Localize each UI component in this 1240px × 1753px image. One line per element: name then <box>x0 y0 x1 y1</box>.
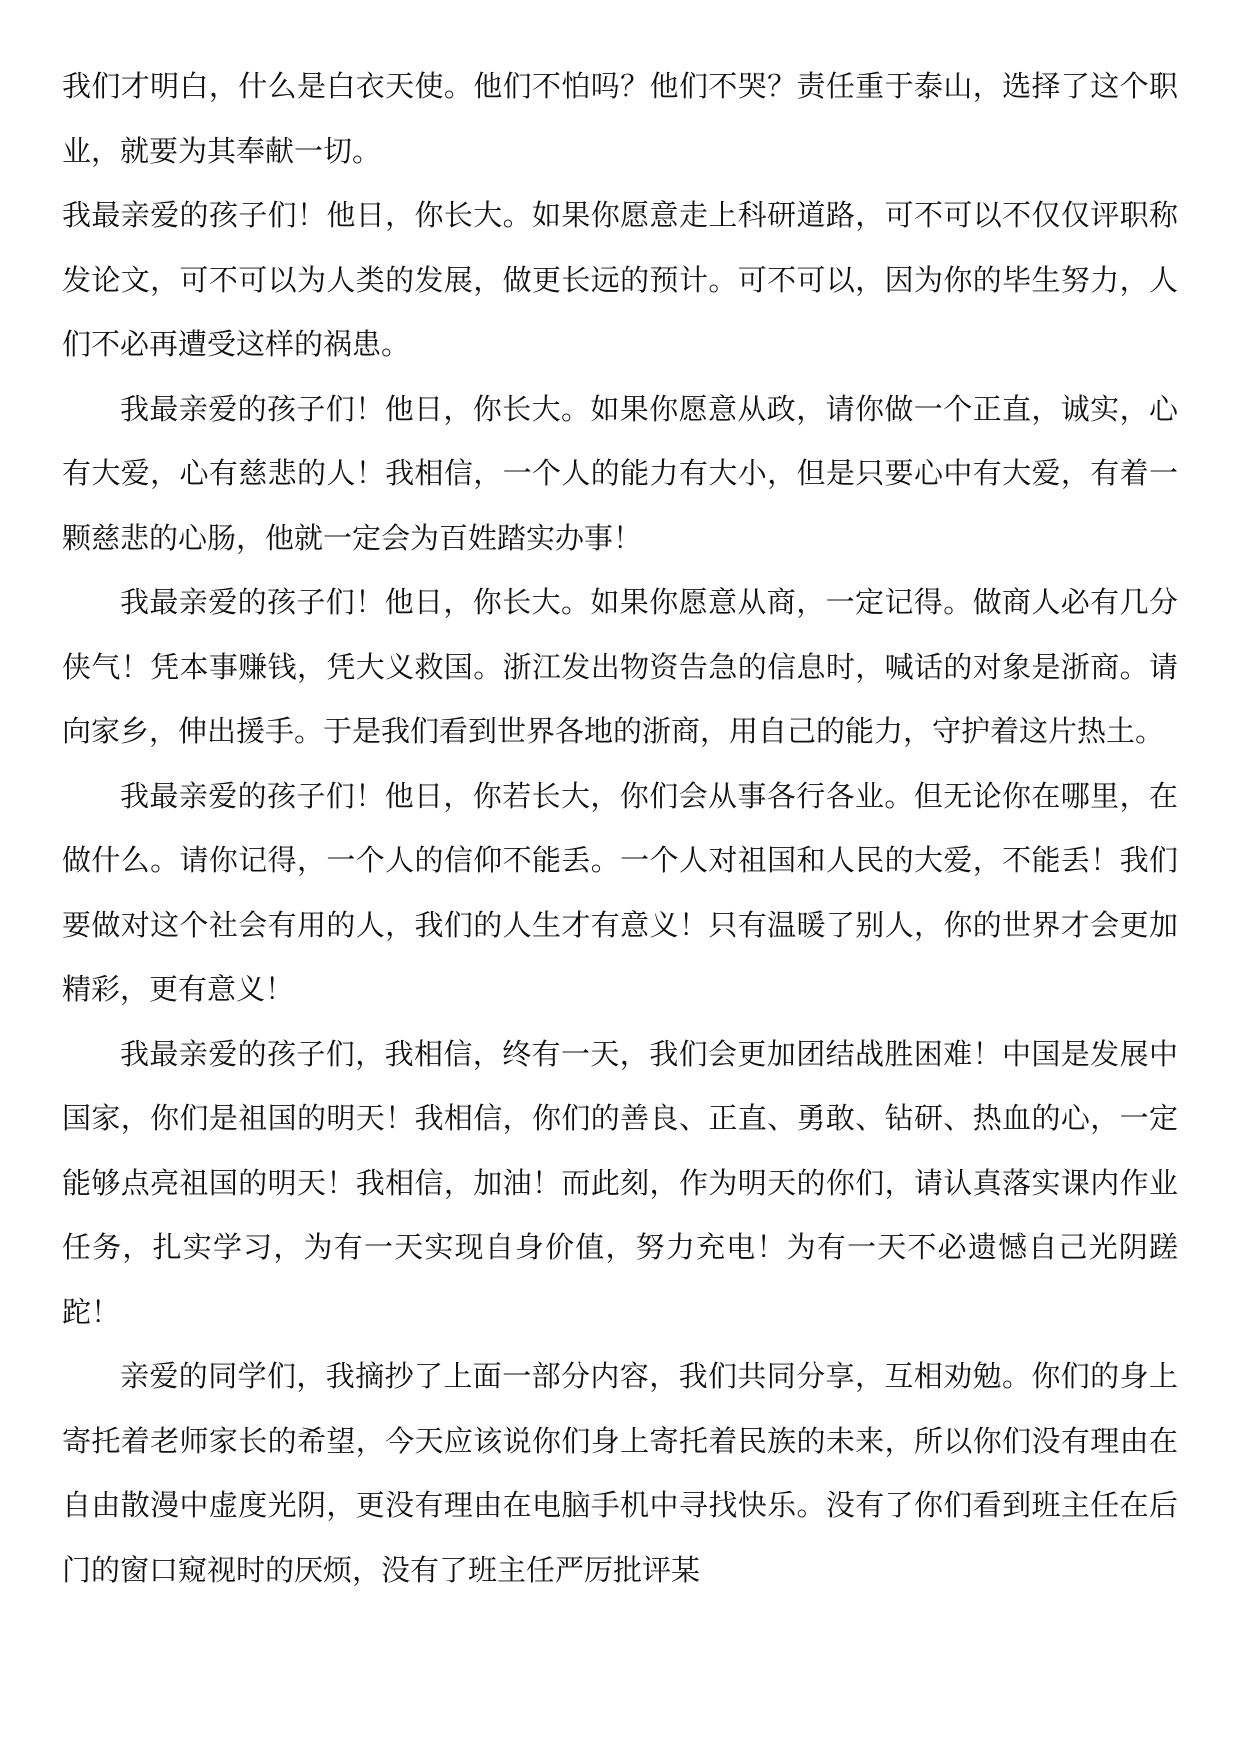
paragraph-1: 我们才明白，什么是白衣天使。他们不怕吗？他们不哭？责任重于泰山，选择了这个职业，就要为其奉献一切。 <box>62 69 1178 168</box>
paragraph-7: 亲爱的同学们，我摘抄了上面一部分内容，我们共同分享，互相劝勉。你们的身上寄托着老师家长的希望，今天应该说你们身上寄托着民族的未来，所以你们没有理由在自由散漫中虚度光阴，更没有理由在电脑手机中寻找快乐。没有了你们看到班主任在后门的窗口窥视时的厌烦，没有了班主任严厉批评某 <box>62 1359 1178 1587</box>
paragraph-5: 我最亲爱的孩子们！他日，你若长大，你们会从事各行各业。但无论你在哪里，在做什么。请你记得，一个人的信仰不能丢。一个人对祖国和人民的大爱，不能丢！我们要做对这个社会有用的人，我们的人生才有意义！只有温暖了别人，你的世界才会更加精彩，更有意义！ <box>62 778 1178 1006</box>
paragraph-3: 我最亲爱的孩子们！他日，你长大。如果你愿意从政，请你做一个正直，诚实，心有大爱，心有慈悲的人！我相信，一个人的能力有大小，但是只要心中有大爱，有着一颗慈悲的心肠，他就一定会为百姓踏实办事！ <box>62 391 1178 555</box>
paragraph-6: 我最亲爱的孩子们，我相信，终有一天，我们会更加团结战胜困难！中国是发展中国家，你们是祖国的明天！我相信，你们的善良、正直、勇敢、钻研、热血的心，一定能够点亮祖国的明天！我相信，加油！而此刻，作为明天的你们，请认真落实课内作业任务，扎实学习，为有一天实现自身价值，努力充电！为有一天不必遗憾自己光阴蹉跎！ <box>62 1036 1178 1329</box>
document-page <box>62 54 1178 1602</box>
paragraph-2: 我最亲爱的孩子们！他日，你长大。如果你愿意走上科研道路，可不可以不仅仅评职称发论文，可不可以为人类的发展，做更长远的预计。可不可以，因为你的毕生努力，人们不必再遭受这样的祸患。 <box>62 198 1178 361</box>
paragraph-4: 我最亲爱的孩子们！他日，你长大。如果你愿意从商，一定记得。做商人必有几分侠气！凭本事赚钱，凭大义救国。浙江发出物资告急的信息时，喊话的对象是浙商。请向家乡，伸出援手。于是我们看到世界各地的浙商，用自己的能力，守护着这片热土。 <box>62 585 1178 748</box>
